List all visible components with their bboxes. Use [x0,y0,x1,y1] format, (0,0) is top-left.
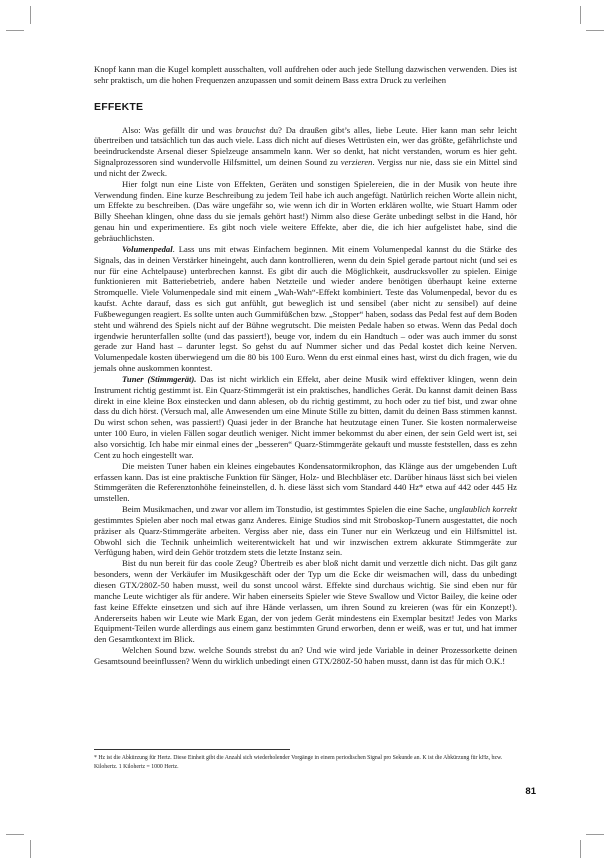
volumenpedal-title: Volumenpedal [122,243,173,254]
paragraph-volumenpedal: Volumenpedal. Lass uns mit etwas Einfachem beginnen. Mit einem Volumenpedal kannst du die Stärke des Signals, das in deinen Verstärker hineingeht, auch dann kontrollieren, wenn du dein Spiel gerade partout nicht (und sei es nur für eine Achtelpause) unterbrechen kannst. Es gibt dir auch die Möglichkeit, ausdrucksvoller zu spielen. Einige funktionieren mit Batteriebetrieb, andere haben Netzteile und wieder andere benötigen überhaupt keine externe Stromquelle. Viele Volumenpedale sind mit einem „Wah-Wah“-Effekt kombiniert. Teste das Volumenpedal, bevor du es kaufst. Achte darauf, dass es sich gut anfühlt, gut beweglich ist und sensibel (aber nicht zu sensibel) auf deine Fußbewegungen reagiert. Es sollte unten auch Gummifüßchen bzw. „Stopper“ haben, sodass das Pedal fest auf dem Boden steht und während des Spiels nicht auf der Bühne wegrutscht. Die meisten Pedale haben so etwas. Wenn das Pedal doch irgendwie herunterfallen sollte (und das passiert!), beuge vor, indem du ein Handtuch – oder was auch immer du sonst gerade zur Hand hast – darunter legst. So gehst du auf Nummer sicher und das Pedal kostet dich keine Nerven. Volumenpedale kosten überwiegend um die 80 bis 100 Euro. Wenn du erst einmal eines hast, wirst du dich fragen, wie du jemals ohne auskommen konntest. [94,243,518,374]
paragraph-8: Welchen Sound bzw. welche Sounds strebst du an? Und wie wird jede Variable in deiner Prozessorkette deinen Gesamtsound beeinflussen? Wenn du wirklich unbedingt einen GTX/280Z-50 haben musst, dann ist das für mich O.K.! [94,645,517,666]
paragraph-6: Beim Musikmachen, und zwar vor allem im Tonstudio, ist gestimmtes Spielen die eine Sache, unglaublich korrekt gestimmtes Spielen aber noch mal etwas ganz Anderes. Einige Studios sind mit Stroboskop-Tunern ausgestattet, die noch präziser als Quarz-Stimmgeräte arbeiten. Vergiss aber nie, dass ein Tuner nur ein Werkzeug und ein Hilfsmittel ist. Obwohl sich die Technik unheimlich weiterentwickelt hat und wir inzwischen extrem akkurate Stimmgeräte zur Verfügung haben, wird dein Gehör trotzdem stets die letzte Instanz sein. [94,504,517,558]
crop-mark-bottom-right-h [586,834,604,835]
crop-mark-bottom-left-h [6,834,24,835]
intro-paragraph: Knopf kann man die Kugel komplett ausschalten, voll aufdrehen oder auch jede Stellung dazwischen verwenden. Dies ist sehr praktisch, um die hohen Frequenzen anzupassen und somit deinem Bass extra Druck zu verleihen [94,64,517,85]
footnote-rule [94,749,290,750]
section-heading: EFFEKTE [94,100,144,113]
paragraph-1: Also: Was gefällt dir und was brauchst du? Da draußen gibt’s alles, liebe Leute. Hier kann man sehr leicht übertreiben und tatsächlich tun das auch viele. Lass dich nicht auf dieses Wettrüsten ein, wer das größte, gefährlichste und beeindruckendste Arsenal dieser Spielzeuge ansammeln kann. Wer so denkt, hat nicht verstanden, worum es hier geht. Signalprozessoren sind wundervolle Hilfsmittel, um deinen Sound zu verzieren. Vergiss nur nie, dass sie ein Mittel sind und nicht der Zweck. [94,124,517,178]
crop-mark-top-right [580,6,581,24]
paragraph-5: Die meisten Tuner haben ein kleines eingebautes Kondensatormikrophon, das Klänge aus der umgebenden Luft erfassen kann. Das ist eine praktische Funktion für Sänger, Holz- und Blechbläser etc. Darüber hinaus lässt sich bei vielen Stimmgeräten die Referenztonhöhe feineinstellen, d. h. diese lässt sich vom Standard 440 Hz* etwa auf 442 oder 445 Hz umstellen. [94,460,517,504]
crop-mark-bottom-left [30,840,31,858]
paragraph-2: Hier folgt nun eine Liste von Effekten, Geräten und sonstigen Spielereien, die in der Musik von heute ihre Verwendung finden. Eine kurze Beschreibung zu jedem Teil habe ich auch angefügt. Natürlich reichen Worte allein nicht, um Effekte zu beschreiben. (Das wäre ungefähr so, wie wenn ich dir in Worten erklären wollte, wie Stuart Hamm oder Billy Sheehan klingen, ohne dass du sie jemals gehört hast!) Nimm also diese Geräte unbedingt selbst in die Hand, hör genau hin und experimentiere. Es gibt noch viele weitere Effekte, aber die, die ich hier aufgelistet habe, sind die gebräuchlichsten. [94,178,517,243]
crop-mark-bottom-right [580,840,581,858]
page-number: 81 [525,786,536,797]
paragraph-7: Bist du nun bereit für das coole Zeug? Übertreib es aber bloß nicht damit und verzettle dich nicht. Das gilt ganz besonders, wenn der Verkäufer im Musikgeschäft oder der Typ um die Ecke dir weismachen will, dass du unbedingt diesen GTX/280Z-50 haben musst, weil du sonst uncool wärst. Effekte sind durchaus wichtig. Sie sind eben nur für manche Leute wichtiger als für andere. Wir haben einerseits Spieler wie Steve Swallow und Victor Bailey, die keine oder fast keine Effekte einsetzen und sich auf ihre Hände verlassen, um ihren Sound zu kreieren (was für ein Konzept!). Andererseits haben wir Leute wie Mark Egan, der von jedem Gerät mindestens ein Exemplar besitzt! Jedes von Marks Equipment-Teilen wurde allerdings aus einem ganz bestimmten Grund erworben, denn er weiß, was er tut, und hat immer den Gesamtkontext im Blick. [94,558,517,645]
body-text [94,64,517,667]
crop-mark-top-right-h [586,30,604,31]
crop-mark-top-left-h [6,30,24,31]
crop-mark-top-left [30,6,31,24]
footnote: * Hz ist die Abkürzung für Hertz. Diese Einheit gibt die Anzahl sich wiederholender Vorgänge in einem periodischen Signal pro Sekunde an. K ist die Abkürzung für kHz, bzw. Kilohertz. 1 Kilohertz = 1000 Hertz. [94,755,503,770]
paragraph-tuner: Tuner (Stimmgerät). Das ist nicht wirklich ein Effekt, aber deine Musik wird effektiver klingen, wenn dein Instrument richtig gestimmt ist. Ein Quarz-Stimmgerät ist ein praktisches, handliches Gerät. Du kannst damit deinen Bass direkt in eine kleine Box einstecken und dann ablesen, ob du richtig gestimmt, zu hoch oder zu tief bist, und zwar ohne dass du dich hörst. (Versuch mal, alle Anwesenden um eine Minute Stille zu bitten, damit du deinen Bass stimmen kannst. Du wirst schon sehen, was passiert!) Quasi jeder in der Branche hat heutzutage einen Tuner. Sie kosten normalerweise unter 100 Euro, in vielen Fällen sogar deutlich weniger. Nicht immer bekommst du aber einen, der sein Geld wert ist, sei also vorsichtig. Ich habe mir einmal eines der „besseren“ Quarz-Stimmgeräte gekauft und musste feststellen, dass es zehn Cent zu hoch eingestellt war. [94,373,518,460]
tuner-title: Tuner (Stimmgerät). [122,373,197,384]
